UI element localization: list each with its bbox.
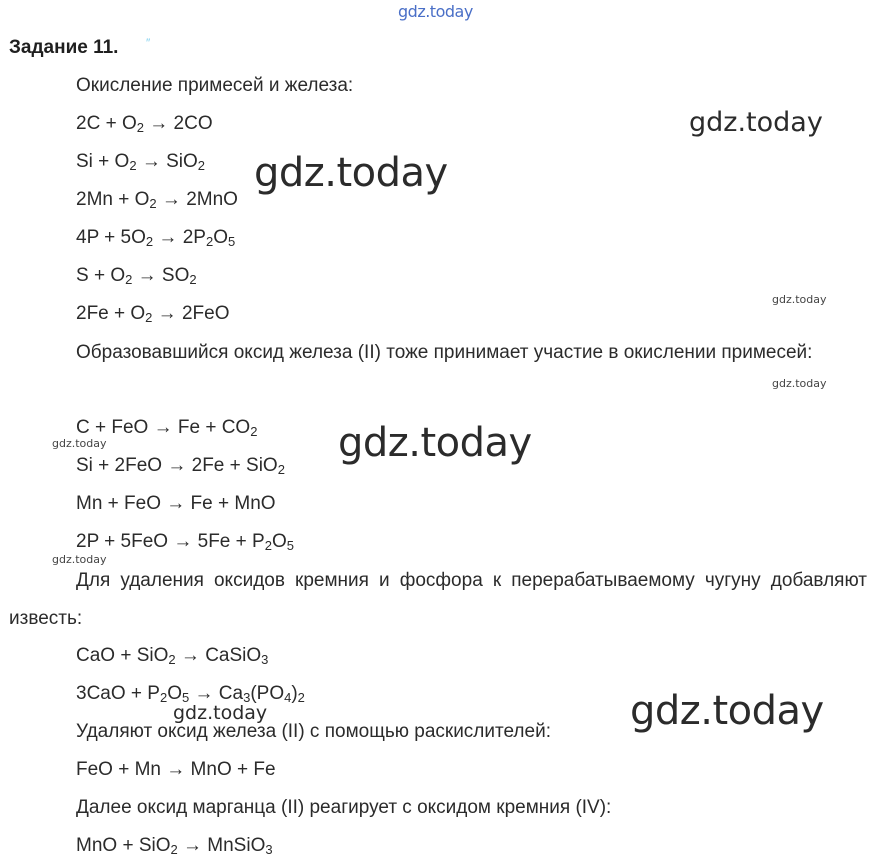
watermark: gdz.today	[689, 107, 823, 138]
equation	[76, 455, 285, 477]
subscript: 3	[243, 690, 251, 705]
subscript: 2	[125, 272, 133, 287]
subscript: 2	[250, 424, 258, 439]
watermark: gdz.today	[630, 688, 824, 734]
equation-part: → 2MnO	[156, 189, 238, 210]
equation-part: → SO	[132, 265, 190, 286]
equation-part: → Ca	[189, 683, 244, 704]
top-watermark: gdz.today	[398, 2, 473, 21]
subscript: 4	[284, 690, 292, 705]
watermark: gdz.today	[772, 377, 827, 390]
watermark: gdz.today	[772, 293, 827, 306]
paragraph	[9, 334, 867, 372]
equation	[76, 151, 205, 173]
equation-part: → MnSiO	[177, 835, 266, 856]
equation	[76, 227, 235, 249]
watermark: gdz.today	[338, 420, 532, 466]
equation-part: 2Fe + O	[76, 303, 146, 324]
equation-part: Si + 2FeO → 2Fe + SiO	[76, 455, 278, 476]
subscript: 2	[149, 196, 157, 211]
subscript: 2	[145, 234, 154, 249]
title-mark: ″	[146, 36, 151, 50]
equation-part: 2C + O	[76, 113, 137, 134]
equation	[76, 759, 276, 781]
equation-part: → 2CO	[143, 113, 213, 134]
equation-part: O	[271, 531, 287, 552]
equation-part: 4P + 5O	[76, 227, 146, 248]
equation-part: → SiO	[136, 151, 198, 172]
page-title: Задание 11.	[9, 37, 119, 58]
equation	[76, 303, 229, 325]
equation	[76, 835, 273, 857]
equation	[76, 645, 268, 667]
equation-part: CaO + SiO	[76, 645, 169, 666]
equation	[76, 113, 213, 135]
subscript: 2	[136, 120, 144, 135]
paragraph	[9, 562, 867, 638]
paragraph-text: Образовавшийся оксид железа (II) тоже принимает участие в окислении примесей:	[76, 342, 813, 363]
equation-part: Si + O	[76, 151, 130, 172]
equation-part: (PO	[250, 683, 285, 704]
watermark: gdz.today	[254, 150, 448, 196]
equation-part: → 2P	[153, 227, 206, 248]
paragraph-text: Для удаления оксидов кремния и фосфора к перерабатываемому чугуну добавляют известь:	[9, 570, 867, 629]
subscript: 2	[145, 310, 153, 325]
subscript: 2	[205, 234, 214, 249]
subscript: 2	[197, 158, 206, 173]
equation	[76, 189, 238, 211]
subscript: 2	[264, 538, 272, 553]
equation-part: MnO + SiO	[76, 835, 171, 856]
equation-part: O	[167, 683, 182, 704]
equation	[76, 493, 276, 515]
subscript: 2	[170, 842, 178, 857]
watermark: gdz.today	[52, 553, 107, 566]
subscript: 3	[265, 842, 273, 857]
text-line: Далее оксид марганца (II) реагирует с оксидом кремния (IV):	[76, 797, 612, 818]
subscript: 5	[227, 234, 236, 249]
equation-part: O	[213, 227, 228, 248]
subscript: 2	[277, 462, 285, 477]
equation	[76, 265, 197, 287]
equation-part: Mn + FeO → Fe + MnO	[76, 493, 276, 514]
text-line: Удаляют оксид железа (II) с помощью раскислителей:	[76, 721, 551, 742]
equation-part: → 2FeO	[152, 303, 230, 324]
subscript: 2	[297, 690, 305, 705]
equation-part: 2P + 5FeO → 5Fe + P	[76, 531, 265, 552]
equation-part: C + FeO → Fe + CO	[76, 417, 251, 438]
watermark: gdz.today	[52, 437, 107, 450]
watermark: gdz.today	[173, 702, 268, 724]
subscript: 3	[261, 652, 269, 667]
subscript: 2	[159, 690, 168, 705]
equation-part: )	[291, 683, 298, 704]
subscript: 5	[181, 690, 190, 705]
subscript: 2	[189, 272, 197, 287]
equation-part: FeO + Mn → MnO + Fe	[76, 759, 276, 780]
equation-part: 2Mn + O	[76, 189, 150, 210]
equation	[76, 417, 257, 439]
subscript: 2	[168, 652, 176, 667]
equation-part: S + O	[76, 265, 126, 286]
text-line: Окисление примесей и железа:	[76, 75, 354, 96]
equation-part: → CaSiO	[175, 645, 262, 666]
subscript: 2	[129, 158, 137, 173]
equation-part: 3CaO + P	[76, 683, 160, 704]
equation	[76, 531, 294, 553]
subscript: 5	[286, 538, 294, 553]
